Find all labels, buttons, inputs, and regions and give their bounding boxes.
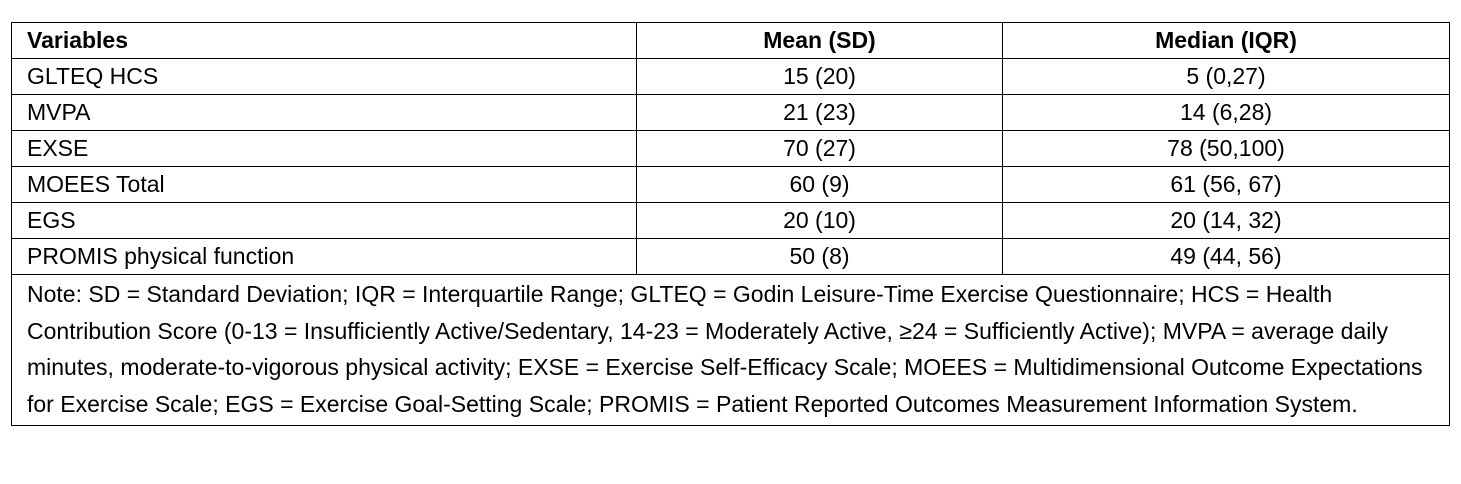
table-row — [12, 95, 1450, 131]
table-row — [12, 59, 1450, 95]
median-iqr-cell: 61 (56, 67) — [1003, 167, 1450, 203]
mean-sd-cell: 21 (23) — [637, 95, 1003, 131]
variable-cell: EXSE — [12, 131, 637, 167]
variable-cell: PROMIS physical function — [12, 239, 637, 275]
table-header-row — [12, 23, 1450, 59]
variable-cell: MVPA — [12, 95, 637, 131]
table-note: Note: SD = Standard Deviation; IQR = Interquartile Range; GLTEQ = Godin Leisure-Time Exercise Questionnaire; HCS = Health Contribution Score (0-13 = Insufficiently Active/Sedentary, 14-23 = Moderately Active, ≥24 = Sufficiently Active); MVPA = average daily minutes, moderate-to-vigorous physical activity; EXSE = Exercise Self-Efficacy Scale; MOEES = Multidimensional Outcome Expectations for Exercise Scale; EGS = Exercise Goal-Setting Scale; PROMIS = Patient Reported Outcomes Measurement Information System. — [12, 275, 1450, 426]
mean-sd-cell: 20 (10) — [637, 203, 1003, 239]
header-mean-sd: Mean (SD) — [637, 23, 1003, 59]
table-row — [12, 167, 1450, 203]
table-row — [12, 203, 1450, 239]
descriptive-statistics-table-container — [11, 22, 1449, 426]
median-iqr-cell: 14 (6,28) — [1003, 95, 1450, 131]
median-iqr-cell: 20 (14, 32) — [1003, 203, 1450, 239]
median-iqr-cell: 49 (44, 56) — [1003, 239, 1450, 275]
table-note-row — [12, 275, 1450, 426]
variable-cell: EGS — [12, 203, 637, 239]
table-row — [12, 131, 1450, 167]
median-iqr-cell: 5 (0,27) — [1003, 59, 1450, 95]
descriptive-statistics-table — [11, 22, 1450, 426]
header-median-iqr: Median (IQR) — [1003, 23, 1450, 59]
table-row — [12, 239, 1450, 275]
header-variables: Variables — [12, 23, 637, 59]
mean-sd-cell: 70 (27) — [637, 131, 1003, 167]
mean-sd-cell: 60 (9) — [637, 167, 1003, 203]
mean-sd-cell: 15 (20) — [637, 59, 1003, 95]
variable-cell: GLTEQ HCS — [12, 59, 637, 95]
mean-sd-cell: 50 (8) — [637, 239, 1003, 275]
variable-cell: MOEES Total — [12, 167, 637, 203]
median-iqr-cell: 78 (50,100) — [1003, 131, 1450, 167]
